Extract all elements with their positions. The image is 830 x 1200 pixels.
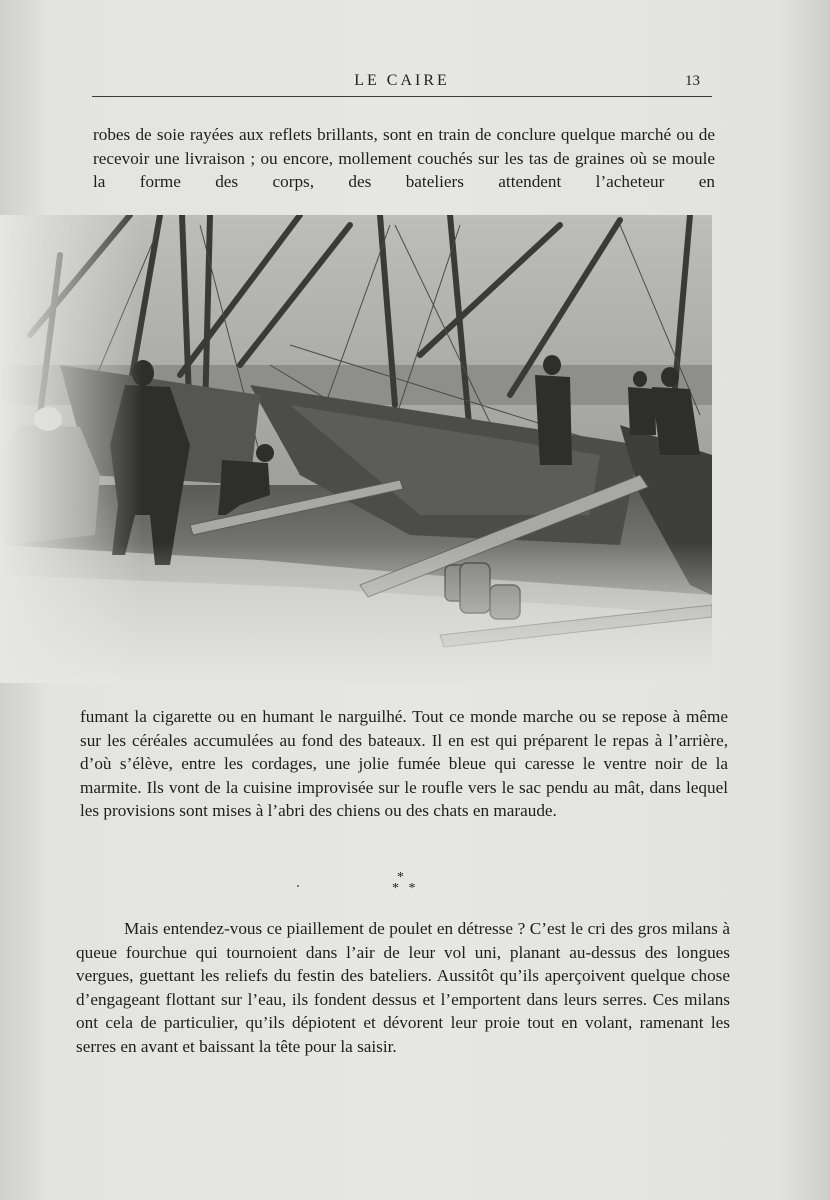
page-number: 13	[685, 73, 700, 89]
paragraph-middle: fumant la cigarette ou en humant le narguilhé. Tout ce monde marche ou se repose à même sur les céréales accumulées au fond des bateaux. Il en est qui préparent le repas à l’arrière, d’où s’élève, entre les cordages, une jolie fumée bleue qui caresse le ventre noir de la marmite. Ils vont de la cuisine improvisée sur le roufle vers le sac pendu au mât, dans lequel les provisions sont mises à l’abri des chiens ou des chats en maraude.	[80, 707, 728, 820]
asterism-bottom: * *	[392, 881, 419, 896]
section-break-asterism	[386, 870, 426, 900]
running-title: LE CAIRE	[354, 72, 450, 89]
page-header	[92, 70, 712, 97]
boats-photograph-illustration	[0, 215, 712, 683]
print-speck	[297, 885, 299, 887]
boats-photograph	[0, 215, 712, 683]
asterism-top: *	[397, 870, 404, 885]
paragraph-bottom: Mais entendez-vous ce piaillement de poulet en détresse ? C’est le cri des gros milans à queue fourchue qui tournoient dans l’air de leur vol uni, planant au-dessus des longues vergues, guettant les reliefs du festin des bateliers. Aussitôt qu’ils aperçoivent quelque chose d’engageant flottant sur l’eau, ils fondent dessus et l’emportent dans leurs serres. Ces milans ont cela de particulier, qu’ils dépiotent et dévorent leur proie tout en volant, ramenant les serres en avant et baissant la tête pour la saisir.	[76, 919, 730, 1056]
paragraph-top: robes de soie rayées aux reflets brillants, sont en train de conclure quelque marché ou de recevoir une livraison ; ou encore, mollement couchés sur les tas de graines où se moule la forme des corps, des bateliers attendent l’acheteur en	[93, 125, 715, 191]
